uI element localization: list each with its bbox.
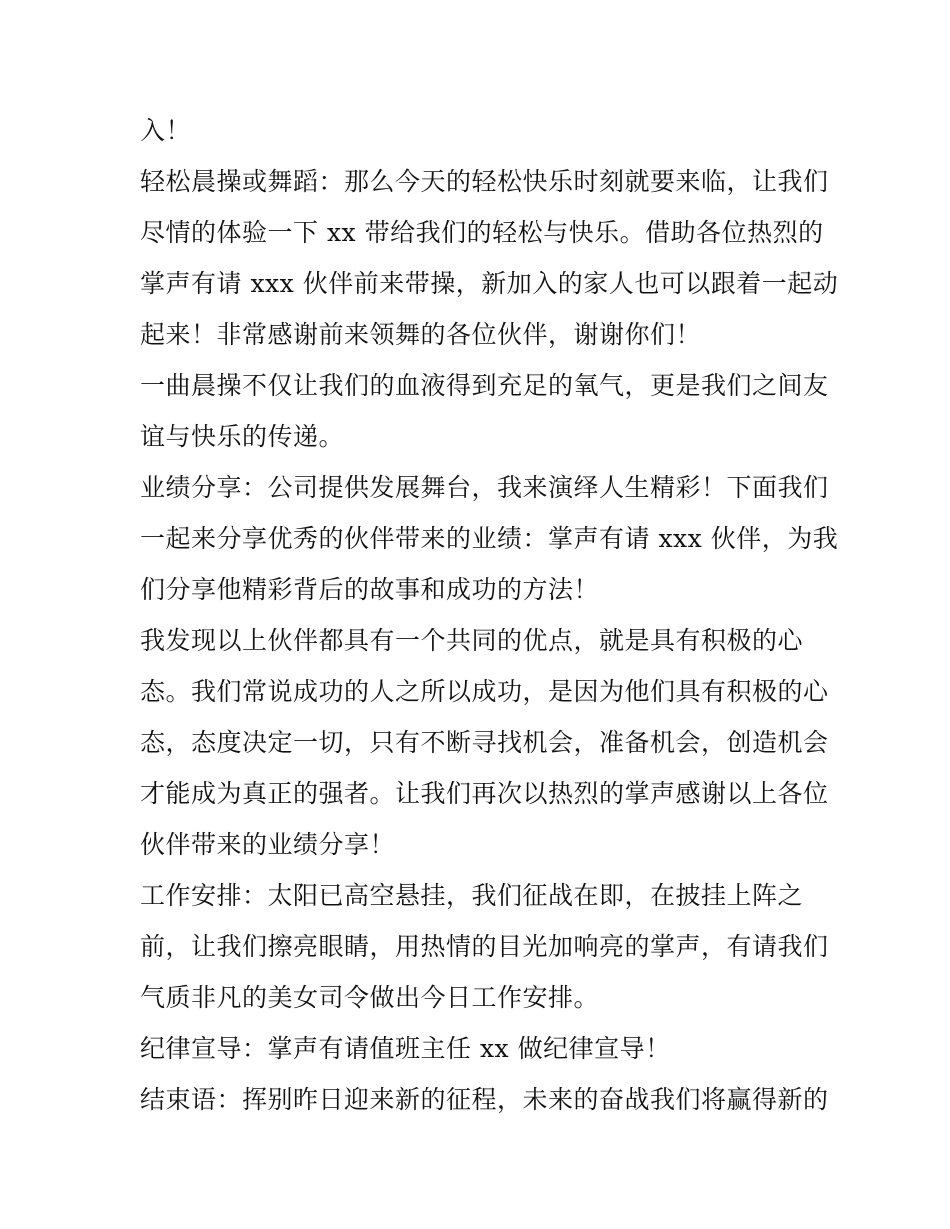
text-line: 一起来分享优秀的伙伴带来的业绩：掌声有请 xxx 伙伴，为我 [140,524,839,553]
text-line: 才能成为真正的强者。让我们再次以热烈的掌声感谢以上各位 [140,779,829,808]
text-line: 伙伴带来的业绩分享！ [140,830,396,859]
text-line: 轻松晨操或舞蹈：那么今天的轻松快乐时刻就要来临，让我们 [140,167,829,196]
text-line: 前，让我们擦亮眼睛，用热情的目光加响亮的掌声，有请我们 [140,932,829,961]
text-line: 谊与快乐的传递。 [140,422,345,451]
document-body [140,105,839,1125]
text-line: 纪律宣导：掌声有请值班主任 xx 做纪律宣导！ [140,1034,671,1063]
text-line: 业绩分享：公司提供发展舞台，我来演绎人生精彩！下面我们 [140,473,829,502]
text-line: 我发现以上伙伴都具有一个共同的优点，就是具有积极的心 [140,626,804,655]
text-line: 结束语：挥别昨日迎来新的征程，未来的奋战我们将赢得新的 [140,1085,829,1114]
text-line: 工作安排：太阳已高空悬挂，我们征战在即，在披挂上阵之 [140,881,804,910]
text-line: 掌声有请 xxx 伙伴前来带操，新加入的家人也可以跟着一起动 [140,269,839,298]
text-line: 态，态度决定一切，只有不断寻找机会，准备机会，创造机会 [140,728,829,757]
text-line: 起来！非常感谢前来领舞的各位伙伴，谢谢你们！ [140,320,702,349]
text-line: 入！ [140,116,192,145]
text-line: 态。我们常说成功的人之所以成功，是因为他们具有积极的心 [140,677,829,706]
text-line: 气质非凡的美女司令做出今日工作安排。 [140,983,600,1012]
text-line: 尽情的体验一下 xx 带给我们的轻松与快乐。借助各位热烈的 [140,218,824,247]
text-line: 一曲晨操不仅让我们的血液得到充足的氧气，更是我们之间友 [140,371,829,400]
text-line: 们分享他精彩背后的故事和成功的方法！ [140,575,600,604]
